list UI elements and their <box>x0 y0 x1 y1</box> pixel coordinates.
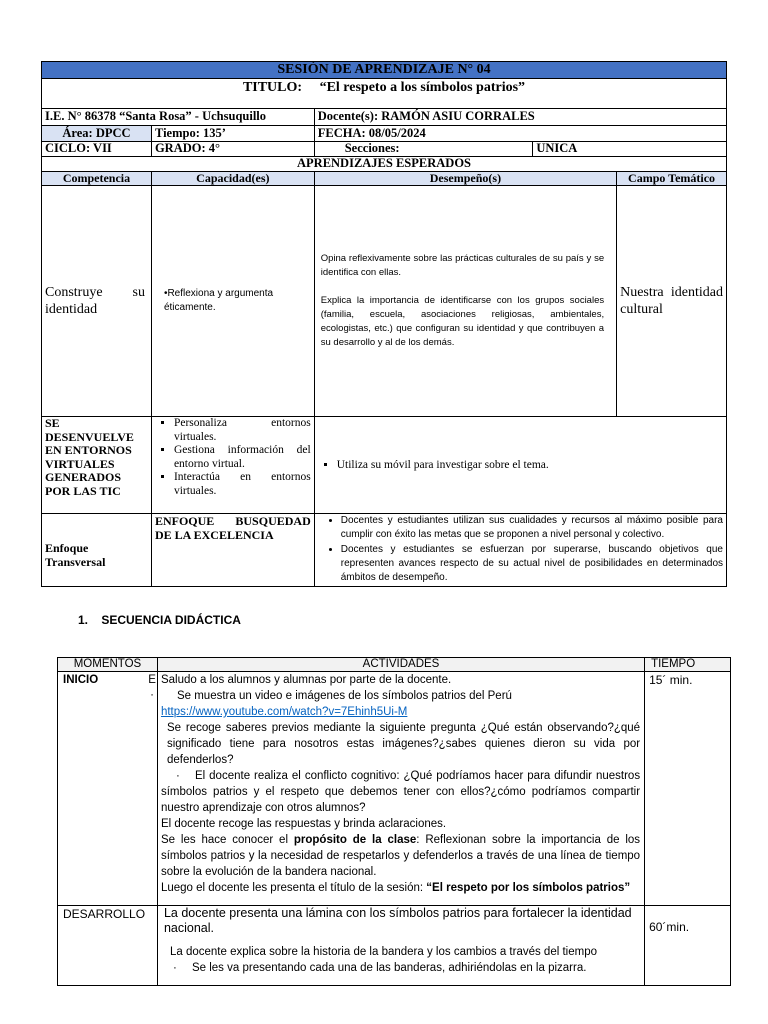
tiempo-desarrollo: 60´min. <box>645 906 731 986</box>
inicio-saludo: Saludo a los alumnos y alumnas por parte de la docente. <box>160 674 452 686</box>
tiempo-inicio: 15´ min. <box>645 672 731 906</box>
proposito-pre: Se les hace conocer el <box>160 834 294 846</box>
desarrollo-banderas: Se les va presentando cada una de las banderas, adhiriéndolas en la pizarra. <box>191 962 587 974</box>
enfoque-items-list <box>317 514 723 585</box>
titulo-row <box>42 79 727 109</box>
inicio-saberes: Se recoge saberes previos mediante la siguiente pregunta ¿Qué están observando?¿qué significado tiene para nosotros estas imágenes?¿sabes quienes dieron su vida por defenderlos? <box>166 722 641 766</box>
desempeno-tic-list <box>323 458 723 472</box>
desempeno-opina: Opina reflexivamente sobre las prácticas culturales de su país y se identifica con ellas. <box>320 253 605 278</box>
marker-dot: · <box>150 689 154 701</box>
competencia-identidad: Construye su identidad <box>42 186 152 417</box>
inicio-titulo <box>161 880 640 896</box>
col-competencia: Competencia <box>42 172 152 186</box>
titulo-bold: “El respeto por los símbolos patrios” <box>426 882 631 894</box>
tiempo: Tiempo: 135’ <box>151 126 314 142</box>
inicio-proposito <box>161 832 640 880</box>
col-momentos: MOMENTOS <box>58 658 158 672</box>
enfoque-item-2: • Docentes y estudiantes se esfuerzan por superarse, buscando objetivos que representen avances respecto de su actual nivel de posibilidades en determinados ámbitos de desempeño. <box>341 543 723 586</box>
col-campo: Campo Temático <box>617 172 727 186</box>
desempeno-explica: Explica la importancia de identificarse con los grupos sociales (familia, escuela, asociaciones religiosas, ambientales, ecologistas, etc.) que configuran su identidad y que contribuyen a su desarrollo y al de los demás. <box>320 295 605 348</box>
capacidades-tic-list <box>160 417 311 499</box>
actividades-inicio <box>157 672 644 906</box>
capacidades-tic-cell <box>151 417 314 514</box>
grado: GRADO: 4° <box>151 142 314 157</box>
inicio-link[interactable]: https://www.youtube.com/watch?v=7Ehinh5Ui-M <box>160 706 408 718</box>
secuencia-heading: 1. SECUENCIA DIDÁCTICA <box>78 613 241 627</box>
proposito-post: : Reflexionan sobre la importancia de los símbolos patrios y la necesidad de respetarlos y defenderlos a través de una línea de tiempo sobre la evolución de la bandera nacional. <box>160 834 641 878</box>
fecha: FECHA: 08/05/2024 <box>314 126 726 142</box>
titulo-value: “El respeto a los símbolos patrios” <box>319 80 526 95</box>
bullet-dot-2: · <box>173 962 177 974</box>
aprendizajes-heading: APRENDIZAJES ESPERADOS <box>42 157 727 172</box>
enfoque-item-1: • Docentes y estudiantes utilizan sus cualidades y recursos al máximo posible para cumplir con éxito las metas que se proponen a nivel personal y colectivo. <box>341 514 723 543</box>
capacidad-interactua: ▪ Interactúa en entornos virtuales. <box>174 471 311 498</box>
desarrollo-banderas-wrap <box>164 960 641 976</box>
desempeno-cell <box>314 186 616 417</box>
secciones: Secciones: <box>314 142 533 157</box>
inicio-video: Se muestra un video e imágenes de los símbolos patrios del Perú <box>176 690 512 702</box>
momento-inicio: INICIO <box>63 674 99 686</box>
momento-desarrollo: DESARROLLO <box>58 906 158 986</box>
momento-inicio-cell <box>58 672 158 906</box>
col-actividades: ACTIVIDADES <box>157 658 644 672</box>
ie-name: I.E. N° 86378 “Santa Rosa” - Uchsuquillo <box>42 109 315 126</box>
session-title: SESIÓN DE APRENDIZAJE N° 04 <box>42 62 727 79</box>
desarrollo-lamina: La docente presenta una lámina con los símbolos patrios para fortalecer la identidad nacional. <box>163 906 632 935</box>
session-table <box>41 61 727 587</box>
enfoque-items-cell <box>314 514 726 587</box>
capacidad-reflexiona: •Reflexiona y argumenta éticamente. <box>151 186 314 417</box>
inicio-conflicto-wrap <box>161 768 640 816</box>
enfoque-excelencia: ENFOQUE BUSQUEDAD DE LA EXCELENCIA <box>151 514 314 587</box>
actividades-desarrollo <box>157 906 644 986</box>
proposito-bold: propósito de la clase <box>293 834 417 846</box>
secuencia-table <box>57 657 731 986</box>
campo-tematico-cell <box>617 186 727 417</box>
inicio-video-line <box>161 688 640 704</box>
col-tiempo: TIEMPO <box>645 658 731 672</box>
inicio-respuestas: El docente recoge las respuestas y brinda aclaraciones. <box>160 818 447 830</box>
enfoque-transversal-label: Enfoque Transversal <box>42 514 152 587</box>
capacidad-personaliza: ▪ Personaliza entornos virtuales. <box>174 417 311 444</box>
area: Área: DPCC <box>42 126 152 142</box>
desempeno-movil: ▪ Utiliza su móvil para investigar sobre el tema. <box>337 458 723 472</box>
seccion-unica: UNICA <box>533 142 727 157</box>
desarrollo-historia: La docente explica sobre la historia de la bandera y los cambios a través del tiempo <box>169 946 597 958</box>
col-capacidad: Capacidad(es) <box>151 172 314 186</box>
competencia-tic: SE DESENVUELVE EN ENTORNOS VIRTUALES GENERADOS POR LAS TIC <box>42 417 152 514</box>
desempeno-tic-cell <box>314 417 726 514</box>
bullet-dot: · <box>176 770 180 782</box>
col-desempeno: Desempeño(s) <box>314 172 616 186</box>
titulo-pre: Luego el docente les presenta el título de la sesión: <box>160 882 427 894</box>
campo-tematico: Nuestra identidad cultural <box>620 285 723 317</box>
ciclo: CICLO: VII <box>42 142 152 157</box>
docente: Docente(s): RAMÓN ASIU CORRALES <box>314 109 726 126</box>
marker-e: E <box>148 674 156 686</box>
capacidad-gestiona: ▪ Gestiona información del entorno virtual. <box>174 444 311 471</box>
titulo-label: TITULO: <box>242 80 303 95</box>
inicio-conflicto: El docente realiza el conflicto cognitivo: ¿Qué podríamos hacer para difundir nuestros símbolos patrios y el respeto que debemos tener con ellos?¿cómo podríamos compartir nuestro aprendizaje con otros alumnos? <box>160 770 641 814</box>
